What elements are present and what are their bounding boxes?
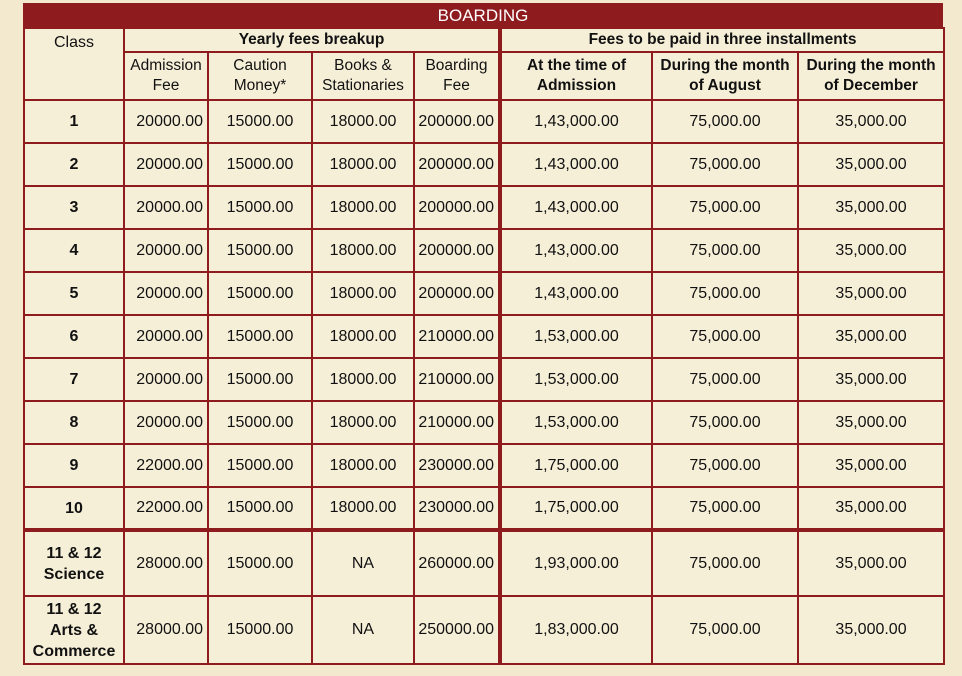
books-cell: 18000.00 (312, 401, 414, 444)
class-cell (24, 143, 124, 186)
installment-admission-cell: 1,43,000.00 (500, 272, 652, 315)
boarding-fee-cell: 200000.00 (414, 229, 500, 272)
installment-august-cell: 75,000.00 (652, 444, 798, 487)
fee-table (23, 27, 945, 665)
admission-fee-cell: 28000.00 (124, 530, 208, 596)
books-cell: 18000.00 (312, 358, 414, 401)
installment-admission-cell: 1,43,000.00 (500, 186, 652, 229)
installment-august-cell: 75,000.00 (652, 530, 798, 596)
caution-money-cell: 15000.00 (208, 315, 312, 358)
header-line: Money* (233, 77, 287, 94)
class-cell (24, 100, 124, 143)
class-cell (24, 596, 124, 664)
installment-december-cell: 35,000.00 (798, 358, 944, 401)
boarding-fee-cell: 200000.00 (414, 186, 500, 229)
header-line: At the time of (526, 57, 627, 74)
books-cell: 18000.00 (312, 315, 414, 358)
installment-december-cell: 35,000.00 (798, 143, 944, 186)
class-cell (24, 186, 124, 229)
installment-december-cell: 35,000.00 (798, 315, 944, 358)
class-cell (24, 315, 124, 358)
admission-fee-cell: 20000.00 (124, 358, 208, 401)
installment-december-cell: 35,000.00 (798, 444, 944, 487)
header-august (652, 52, 798, 100)
class-cell (24, 444, 124, 487)
fee-rows (24, 100, 944, 664)
boarding-fee-cell: 210000.00 (414, 401, 500, 444)
boarding-fee-cell: 200000.00 (414, 143, 500, 186)
admission-fee-cell: 28000.00 (124, 596, 208, 664)
installment-december-cell: 35,000.00 (798, 530, 944, 596)
table-row (24, 186, 944, 229)
installment-admission-cell: 1,53,000.00 (500, 315, 652, 358)
installment-admission-cell: 1,93,000.00 (500, 530, 652, 596)
table-row (24, 143, 944, 186)
class-label: 11 & 12 (46, 600, 102, 618)
class-label: Arts & (49, 621, 98, 639)
header-admission-fee (124, 52, 208, 100)
books-cell: 18000.00 (312, 143, 414, 186)
header-line: Admission (536, 77, 617, 94)
class-cell (24, 229, 124, 272)
header-line: Caution (233, 57, 287, 74)
admission-fee-cell: 20000.00 (124, 401, 208, 444)
installment-august-cell: 75,000.00 (652, 401, 798, 444)
books-cell: 18000.00 (312, 487, 414, 530)
installment-admission-cell: 1,43,000.00 (500, 100, 652, 143)
table-row (24, 444, 944, 487)
table-title: BOARDING (23, 3, 943, 27)
class-cell (24, 401, 124, 444)
header-line: Stationaries (322, 77, 404, 94)
installment-december-cell: 35,000.00 (798, 487, 944, 530)
installment-admission-cell: 1,43,000.00 (500, 143, 652, 186)
boarding-fee-cell: 200000.00 (414, 100, 500, 143)
installment-august-cell: 75,000.00 (652, 315, 798, 358)
installment-admission-cell: 1,75,000.00 (500, 487, 652, 530)
header-installments: Fees to be paid in three installments (500, 28, 944, 52)
boarding-fee-cell: 250000.00 (414, 596, 500, 664)
header-boarding-fee (414, 52, 500, 100)
header-class: Class (24, 28, 124, 100)
caution-money-cell: 15000.00 (208, 444, 312, 487)
table-row (24, 530, 944, 596)
boarding-fee-cell: 210000.00 (414, 358, 500, 401)
class-label: 7 (69, 371, 79, 388)
class-label: 5 (69, 285, 79, 302)
class-cell (24, 530, 124, 596)
installment-august-cell: 75,000.00 (652, 229, 798, 272)
boarding-fee-cell: 230000.00 (414, 487, 500, 530)
caution-money-cell: 15000.00 (208, 487, 312, 530)
admission-fee-cell: 20000.00 (124, 229, 208, 272)
header-caution-money (208, 52, 312, 100)
installment-august-cell: 75,000.00 (652, 596, 798, 664)
admission-fee-cell: 20000.00 (124, 100, 208, 143)
header-line: Books & (334, 57, 392, 74)
caution-money-cell: 15000.00 (208, 530, 312, 596)
fee-table-panel (23, 3, 943, 667)
installment-december-cell: 35,000.00 (798, 401, 944, 444)
caution-money-cell: 15000.00 (208, 100, 312, 143)
header-at-admission (500, 52, 652, 100)
class-label: 8 (69, 414, 79, 431)
header-line: Fee (152, 77, 180, 94)
class-label: 10 (65, 499, 83, 517)
class-label: 11 & 12 (46, 544, 102, 562)
installment-august-cell: 75,000.00 (652, 100, 798, 143)
installment-august-cell: 75,000.00 (652, 272, 798, 315)
installment-august-cell: 75,000.00 (652, 487, 798, 530)
books-cell: 18000.00 (312, 100, 414, 143)
class-cell (24, 358, 124, 401)
installment-admission-cell: 1,53,000.00 (500, 401, 652, 444)
header-line: of August (689, 77, 761, 94)
installment-admission-cell: 1,53,000.00 (500, 358, 652, 401)
books-cell: NA (312, 530, 414, 596)
header-line: Boarding (425, 57, 488, 74)
installment-august-cell: 75,000.00 (652, 143, 798, 186)
installment-december-cell: 35,000.00 (798, 186, 944, 229)
caution-money-cell: 15000.00 (208, 186, 312, 229)
class-label: Commerce (32, 642, 116, 660)
books-cell: NA (312, 596, 414, 664)
class-label: 9 (69, 457, 79, 474)
header-line: During the month (660, 57, 790, 74)
header-line: During the month (806, 57, 936, 74)
installment-admission-cell: 1,75,000.00 (500, 444, 652, 487)
header-line: Fee (443, 77, 470, 94)
table-row (24, 358, 944, 401)
header-yearly-fees: Yearly fees breakup (124, 28, 500, 52)
header-books-stationaries (312, 52, 414, 100)
admission-fee-cell: 20000.00 (124, 143, 208, 186)
installment-december-cell: 35,000.00 (798, 596, 944, 664)
caution-money-cell: 15000.00 (208, 596, 312, 664)
books-cell: 18000.00 (312, 272, 414, 315)
class-cell (24, 272, 124, 315)
installment-august-cell: 75,000.00 (652, 186, 798, 229)
caution-money-cell: 15000.00 (208, 358, 312, 401)
admission-fee-cell: 22000.00 (124, 444, 208, 487)
installment-admission-cell: 1,43,000.00 (500, 229, 652, 272)
admission-fee-cell: 20000.00 (124, 315, 208, 358)
caution-money-cell: 15000.00 (208, 229, 312, 272)
admission-fee-cell: 20000.00 (124, 272, 208, 315)
header-december (798, 52, 944, 100)
caution-money-cell: 15000.00 (208, 401, 312, 444)
class-label: Science (43, 565, 105, 583)
class-label: 6 (69, 328, 79, 345)
table-row (24, 596, 944, 664)
caution-money-cell: 15000.00 (208, 272, 312, 315)
admission-fee-cell: 22000.00 (124, 487, 208, 530)
class-label: 4 (69, 242, 79, 259)
installment-august-cell: 75,000.00 (652, 358, 798, 401)
class-label: 3 (69, 199, 79, 216)
table-row (24, 315, 944, 358)
books-cell: 18000.00 (312, 186, 414, 229)
table-row (24, 100, 944, 143)
installment-december-cell: 35,000.00 (798, 229, 944, 272)
admission-fee-cell: 20000.00 (124, 186, 208, 229)
boarding-fee-cell: 260000.00 (414, 530, 500, 596)
boarding-fee-cell: 210000.00 (414, 315, 500, 358)
header-line: of December (824, 77, 918, 94)
table-row (24, 487, 944, 530)
table-row (24, 272, 944, 315)
caution-money-cell: 15000.00 (208, 143, 312, 186)
installment-december-cell: 35,000.00 (798, 100, 944, 143)
installment-december-cell: 35,000.00 (798, 272, 944, 315)
table-row (24, 401, 944, 444)
installment-admission-cell: 1,83,000.00 (500, 596, 652, 664)
boarding-fee-cell: 230000.00 (414, 444, 500, 487)
class-label: 2 (69, 156, 79, 173)
table-row (24, 229, 944, 272)
class-cell (24, 487, 124, 530)
boarding-fee-cell: 200000.00 (414, 272, 500, 315)
books-cell: 18000.00 (312, 444, 414, 487)
header-line: Admission (130, 57, 202, 74)
books-cell: 18000.00 (312, 229, 414, 272)
class-label: 1 (69, 113, 79, 130)
